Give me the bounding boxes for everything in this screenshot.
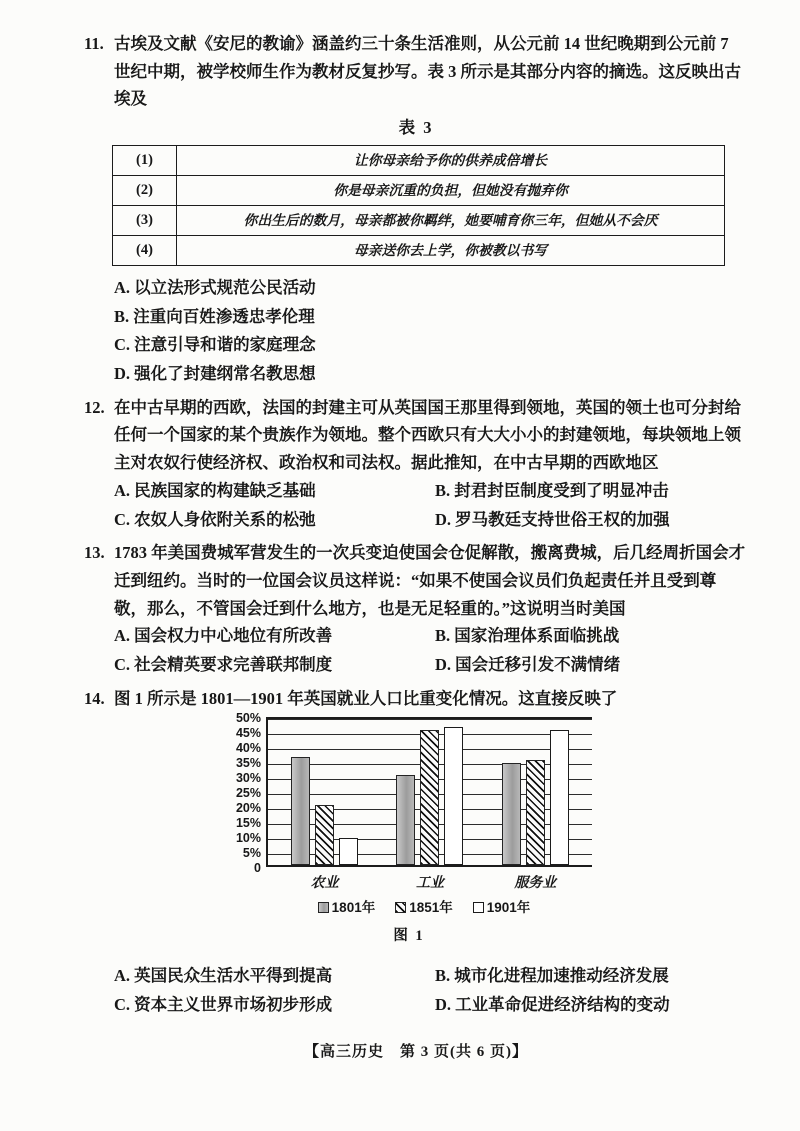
bar-1901年-工业	[444, 727, 463, 865]
option-d: D. 国会迁移引发不满情绪	[435, 655, 621, 675]
y-tick-label: 20%	[235, 800, 261, 815]
row-content: 你出生后的数月，母亲都被你羁绊，她要哺育你三年，但她从不会厌	[177, 205, 725, 235]
bar-group	[394, 719, 466, 891]
bar-1851年-工业	[420, 730, 439, 865]
option-a: A. 国会权力中心地位有所改善	[114, 626, 333, 646]
legend-item	[473, 901, 531, 915]
question-11-stem	[84, 30, 748, 113]
option-c: C. 农奴人身依附关系的松弛	[114, 509, 316, 529]
y-tick-label: 15%	[235, 815, 261, 830]
question-text: 1783 年美国费城军营发生的一次兵变迫使国会仓促解散，搬离费城，后几经周折国会才迁到纽约。当时的一位国会议员这样说：“如果不使国会议员们负起责任并且受到尊敬，那么，不管国会迁到什么地方，也是无足轻重的。”这说明当时美国	[114, 543, 746, 618]
legend-label: 1851年	[409, 899, 453, 915]
question-14-options	[114, 962, 748, 1019]
bar-group	[289, 719, 361, 891]
legend-swatch-icon	[318, 902, 329, 913]
row-label: (3)	[113, 205, 177, 235]
table-row	[113, 175, 725, 205]
y-tick-label: 0	[254, 860, 261, 875]
legend-label: 1801年	[331, 899, 376, 915]
question-text: 古埃及文献《安尼的教谕》涵盖约三十条生活准则，从公元前 14 世纪晚期到公元前 7 世纪中期，被学校师生作为教材反复抄写。表 3 所示是其部分内容的摘选。这反映出古埃及	[114, 34, 741, 109]
table-row	[113, 205, 725, 235]
y-tick-label: 50%	[235, 710, 261, 725]
question-number: 14.	[84, 688, 105, 708]
y-tick-label: 5%	[242, 845, 261, 860]
question-text: 图 1 所示是 1801—1901 年英国就业人口比重变化情况。这直接反映了	[114, 688, 618, 708]
question-text: 在中古早期的西欧，法国的封建主可从英国国王那里得到领地，英国的领土也可分封给任何一个国家的某个贵族作为领地。整个西欧只有大大小小的封建领地，每块领地上领主对农奴行使经济权、政治权和司法权。据此推知，在中古早期的西欧地区	[114, 397, 741, 473]
legend-label: 1901年	[486, 899, 531, 915]
employment-bar-chart	[84, 710, 748, 949]
chart-legend	[259, 901, 589, 915]
legend-item	[318, 901, 376, 915]
question-14	[84, 685, 748, 1020]
option-c: C. 社会精英要求完善联邦制度	[114, 655, 333, 675]
x-axis-label: 服务业	[514, 875, 557, 891]
y-tick-label: 35%	[235, 755, 261, 770]
question-11-options	[114, 274, 748, 389]
bar-1901年-农业	[339, 838, 358, 865]
bar-1801年-服务业	[502, 763, 521, 865]
option-d: D. 罗马教廷支持世俗王权的加强	[435, 509, 670, 529]
page-footer	[84, 1040, 748, 1065]
option-a: A. 民族国家的构建缺乏基础	[114, 480, 316, 500]
row-content: 母亲送你去上学，你被教以书写	[177, 235, 725, 265]
bar-1851年-农业	[315, 805, 334, 865]
bar-1851年-服务业	[526, 760, 545, 865]
option-b: B. 城市化进程加速推动经济发展	[435, 966, 669, 986]
option-d: D. 强化了封建纲常名教思想	[114, 363, 316, 383]
option-b: B. 注重向百姓渗透忠孝伦理	[114, 306, 315, 326]
chart-area	[224, 710, 748, 891]
row-content: 让你母亲给予你的供养成倍增长	[177, 145, 725, 175]
footer-text: 【高三历史 第 3 页(共 6 页)】	[304, 1043, 528, 1060]
y-tick-label: 45%	[235, 725, 261, 740]
question-number: 11.	[84, 34, 104, 53]
legend-item	[395, 901, 453, 915]
y-tick-label: 40%	[235, 740, 261, 755]
bar-1801年-工业	[396, 775, 415, 865]
question-13	[84, 539, 748, 680]
option-b: B. 封君封臣制度受到了明显冲击	[435, 480, 669, 500]
legend-swatch-icon	[473, 902, 484, 913]
y-tick-label: 25%	[235, 785, 261, 800]
row-content: 你是母亲沉重的负担，但她没有抛弃你	[177, 175, 725, 205]
question-14-stem	[84, 685, 748, 713]
table-caption: 表 3	[398, 118, 434, 138]
option-a: A. 以立法形式规范公民活动	[114, 277, 316, 297]
row-label: (4)	[113, 235, 177, 265]
option-c: C. 资本主义世界市场初步形成	[114, 995, 333, 1015]
bar-1801年-农业	[291, 757, 310, 865]
table-row	[113, 235, 725, 265]
question-number: 13.	[84, 543, 105, 563]
chart-y-axis	[224, 710, 266, 875]
option-b: B. 国家治理体系面临挑战	[435, 626, 620, 646]
question-13-stem	[84, 539, 748, 622]
question-number: 12.	[84, 397, 105, 417]
row-label: (2)	[113, 175, 177, 205]
table-row	[113, 145, 725, 175]
table-3	[112, 145, 725, 266]
bar-1901年-服务业	[550, 730, 569, 865]
x-axis-label: 工业	[415, 875, 444, 891]
question-12-stem	[84, 394, 748, 477]
chart-plot	[266, 717, 592, 891]
option-d: D. 工业革命促进经济结构的变动	[435, 995, 670, 1015]
question-11	[84, 30, 748, 389]
row-label: (1)	[113, 145, 177, 175]
figure-caption: 图 1	[393, 928, 425, 945]
question-12	[84, 394, 748, 535]
question-13-options	[114, 622, 748, 679]
bar-group	[499, 719, 571, 891]
option-a: A. 英国民众生活水平得到提高	[114, 966, 333, 986]
y-tick-label: 10%	[235, 830, 261, 845]
option-c: C. 注意引导和谐的家庭理念	[114, 335, 316, 355]
question-12-options	[114, 477, 748, 534]
legend-swatch-icon	[395, 902, 406, 913]
y-tick-label: 30%	[235, 770, 261, 785]
x-axis-label: 农业	[310, 875, 339, 891]
